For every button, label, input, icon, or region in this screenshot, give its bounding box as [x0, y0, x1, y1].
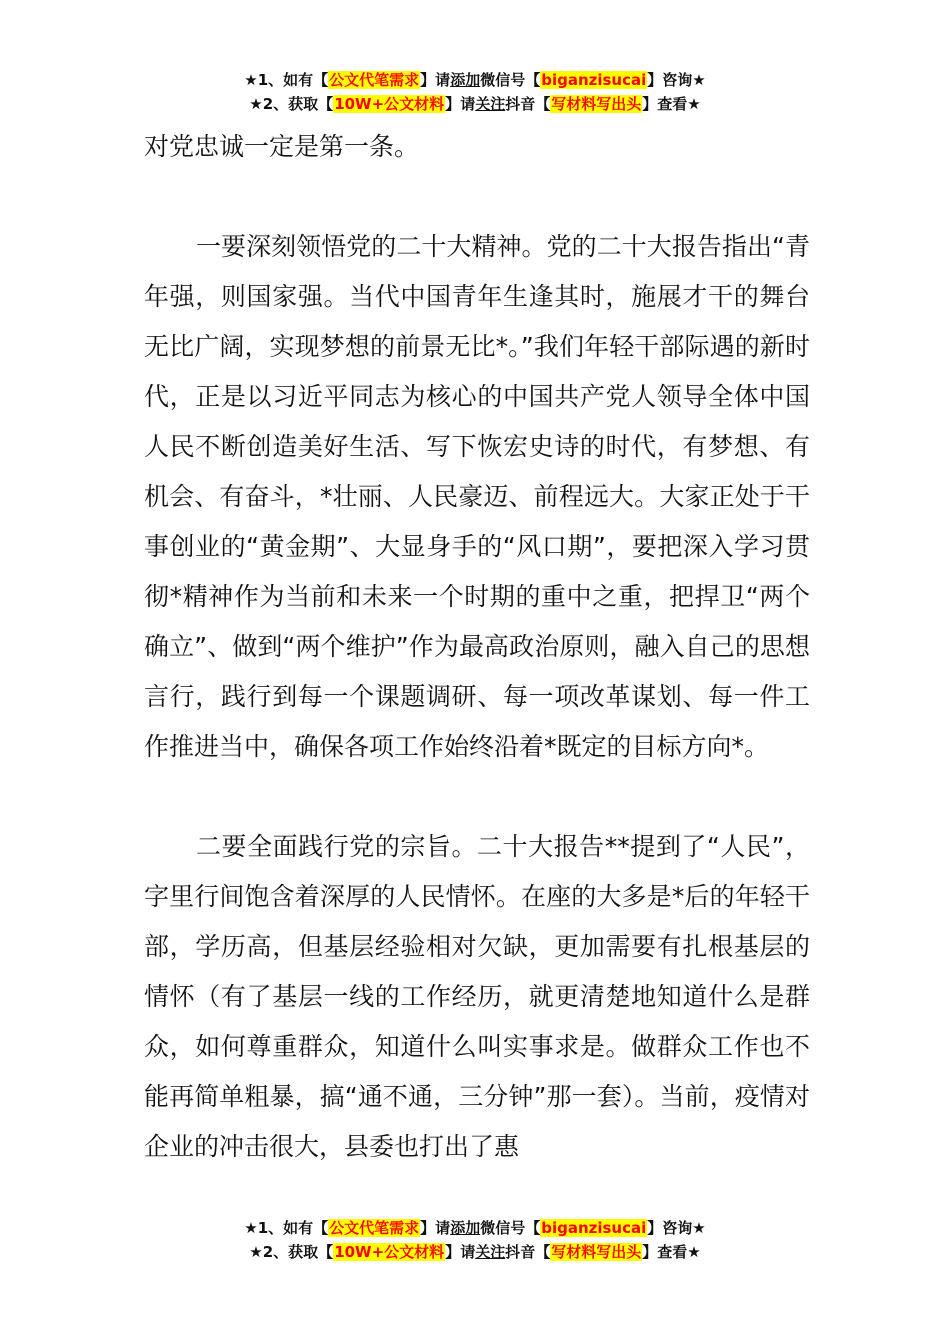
promo-text: 】咨询★	[647, 1219, 706, 1237]
promo-text: ★1、如有【	[244, 71, 329, 89]
promo-underlined-text: 关注	[475, 1243, 506, 1261]
promo-text: 微信号【	[480, 71, 541, 89]
promo-line-1	[0, 1216, 950, 1240]
promo-text: ★2、获取【	[249, 95, 334, 113]
promo-highlight-wechat-id: biganzisucai	[541, 1219, 647, 1237]
opening-line: 对党忠诚一定是第一条。	[144, 132, 420, 161]
promo-highlight: 10W+公文材料	[334, 1243, 445, 1261]
promo-text: 】请	[420, 71, 451, 89]
promo-highlight: 公文代笔需求	[329, 71, 420, 89]
promo-underlined-text: 关注	[475, 95, 506, 113]
document-body	[144, 122, 810, 1172]
promo-text: ★1、如有【	[244, 1219, 329, 1237]
promo-highlight: 公文代笔需求	[329, 1219, 420, 1237]
promo-text: 抖音【	[505, 95, 551, 113]
promo-line-2	[0, 1240, 950, 1264]
promo-highlight-douyin-account: 写材料写出头	[551, 95, 642, 113]
promo-highlight-wechat-id: biganzisucai	[541, 71, 647, 89]
promo-text: 】请	[420, 1219, 451, 1237]
promo-text: 】请	[445, 1243, 476, 1261]
promo-underlined-text: 添加	[450, 1219, 481, 1237]
promo-banner-bottom	[0, 1216, 950, 1264]
promo-text: 】请	[445, 95, 476, 113]
promo-text: 】咨询★	[647, 71, 706, 89]
promo-text: ★2、获取【	[249, 1243, 334, 1261]
promo-line-2	[0, 92, 950, 116]
paragraph-2: 二要全面践行党的宗旨。二十大报告**提到了“人民”，字里行间饱含着深厚的人民情怀。在座的大多是*后的年轻干部，学历高，但基层经验相对欠缺，更加需要有扎根基层的情怀（有了基层一线的工作经历，就更清楚地知道什么是群众，如何尊重群众，知道什么叫实事求是。做群众工作也不能再简单粗暴，搞“通不通，三分钟”那一套）。当前，疫情对企业的冲击很大，县委也打出了惠	[144, 832, 810, 1161]
promo-underlined-text: 添加	[450, 71, 481, 89]
promo-highlight-douyin-account: 写材料写出头	[551, 1243, 642, 1261]
promo-text: 抖音【	[505, 1243, 551, 1261]
promo-text: 】查看★	[642, 95, 701, 113]
promo-line-1	[0, 68, 950, 92]
promo-text: 微信号【	[480, 1219, 541, 1237]
paragraph-1: 一要深刻领悟党的二十大精神。党的二十大报告指出“青年强，则国家强。当代中国青年生逢其时，施展才干的舞台无比广阔，实现梦想的前景无比*。”我们年轻干部际遇的新时代，正是以习近平同志为核心的中国共产党人领导全体中国人民不断创造美好生活、写下恢宏史诗的时代，有梦想、有机会、有奋斗，*壮丽、人民豪迈、前程远大。大家正处于干事创业的“黄金期”、大显身手的“风口期”，要把深入学习贯彻*精神作为当前和未来一个时期的重中之重，把捍卫“两个确立”、做到“两个维护”作为最高政治原则，融入自己的思想言行，践行到每一个课题调研、每一项改革谋划、每一件工作推进当中，确保各项工作始终沿着*既定的目标方向*。	[144, 232, 810, 761]
promo-highlight: 10W+公文材料	[334, 95, 445, 113]
promo-banner-top	[0, 68, 950, 116]
promo-text: 】查看★	[642, 1243, 701, 1261]
